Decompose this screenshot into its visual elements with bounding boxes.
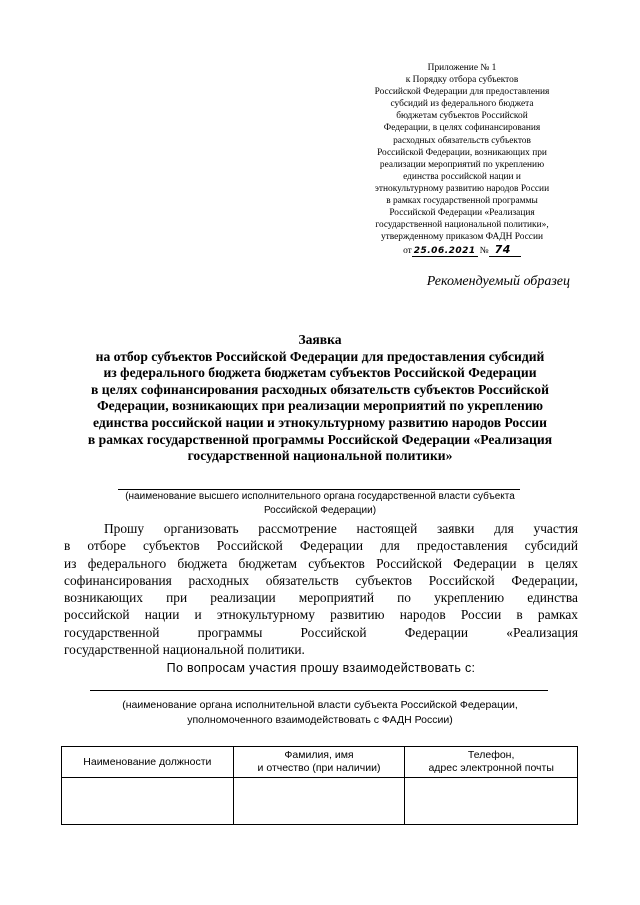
document-title xyxy=(56,332,584,465)
appendix-line: Российской Федерации, возникающих при xyxy=(377,147,547,158)
appendix-line: бюджетам субъектов Российской xyxy=(396,111,528,122)
contact-line: По вопросам участия прошу взаимодействовать с: xyxy=(166,661,476,675)
paragraph-line: возникающих при реализации мероприятий по укреплению единства xyxy=(64,590,578,606)
title-line: на отбор субъектов Российской Федерации для предоставления субсидий xyxy=(95,348,545,364)
paragraph-line: государственной национальной политики. xyxy=(64,642,305,658)
order-date-handwritten: 25.06.2021 xyxy=(413,246,476,257)
authority-caption-line: (наименование высшего исполнительного органа государственной власти субъекта xyxy=(125,491,515,502)
appendix-line: Российской Федерации для предоставления xyxy=(374,87,550,98)
table-header-row xyxy=(62,747,578,778)
appendix-line: реализации мероприятий по укреплению xyxy=(379,159,545,170)
title-line: государственной национальной политики» xyxy=(187,448,453,464)
table-row xyxy=(62,778,578,825)
appendix-line: единства российской нации и xyxy=(403,171,521,182)
title-line: в целях софинансирования расходных обязательств субъектов Российской xyxy=(91,381,549,397)
appendix-line: этнокультурному развитию народов России xyxy=(374,183,550,194)
sample-label: Рекомендуемый образец xyxy=(426,274,570,289)
title-line: Федерации, возникающих при реализации мероприятий по укреплению xyxy=(96,398,544,414)
table-cell-full-name xyxy=(233,778,405,825)
organ-caption-line: (наименование органа исполнительной власти субъекта Российской Федерации, xyxy=(122,699,518,711)
appendix-line: Федерации, в целях софинансирования xyxy=(383,123,541,134)
table-cell-phone-email xyxy=(405,778,578,825)
paragraph-line: российской нации и этнокультурному развитию народов России в рамках xyxy=(64,607,578,623)
request-paragraph xyxy=(64,520,578,658)
organ-underline xyxy=(90,690,548,691)
table-cell-position xyxy=(62,778,234,825)
paragraph-line: из федерального бюджета бюджетам субъектов Российской Федерации в целях xyxy=(64,555,578,571)
order-number-handwritten: 74 xyxy=(489,243,521,257)
number-prefix: № xyxy=(479,246,489,257)
paragraph-line: в отборе субъектов Российской Федерации для предоставления субсидий xyxy=(64,538,578,554)
header-position: Наименование должности xyxy=(62,747,234,778)
appendix-line: субсидий из федерального бюджета xyxy=(390,99,534,110)
appendix-line: расходных обязательств субъектов xyxy=(393,135,531,146)
organ-caption xyxy=(70,698,570,728)
authority-caption-line: Российской Федерации) xyxy=(263,504,377,516)
appendix-line: к Порядку отбора субъектов xyxy=(405,75,519,86)
authority-caption xyxy=(70,490,570,517)
paragraph-line: софинансирования расходных обязательств субъектов Российской Федерации, xyxy=(64,572,578,588)
appendix-line: Российской Федерации «Реализация xyxy=(389,208,535,219)
date-prefix: от xyxy=(403,246,412,257)
header-phone-email: Телефон, адрес электронной почты xyxy=(405,747,578,778)
contact-table xyxy=(61,746,578,825)
title-line: в рамках государственной программы Российской Федерации «Реализация xyxy=(87,431,553,447)
appendix-line: государственной национальной политики», xyxy=(375,220,549,231)
appendix-line: Приложение № 1 xyxy=(427,63,497,73)
title-line: единства российской нации и этнокультурному развитию народов России xyxy=(93,414,547,430)
paragraph-line: государственной программы Российской Федерации «Реализация xyxy=(64,624,578,640)
order-date-number xyxy=(352,244,572,258)
title-heading: Заявка xyxy=(298,332,342,347)
appendix-block xyxy=(352,62,572,258)
appendix-line: в рамках государственной программы xyxy=(386,196,538,207)
title-line: из федерального бюджета бюджетам субъектов Российской Федерации xyxy=(103,365,537,381)
paragraph-line: Прошу организовать рассмотрение настоящей заявки для участия xyxy=(104,521,578,536)
header-full-name: Фамилия, имя и отчество (при наличии) xyxy=(233,747,405,778)
organ-caption-line: уполномоченного взаимодействовать с ФАДН России) xyxy=(187,714,453,726)
appendix-line: утвержденному приказом ФАДН России xyxy=(380,232,543,243)
